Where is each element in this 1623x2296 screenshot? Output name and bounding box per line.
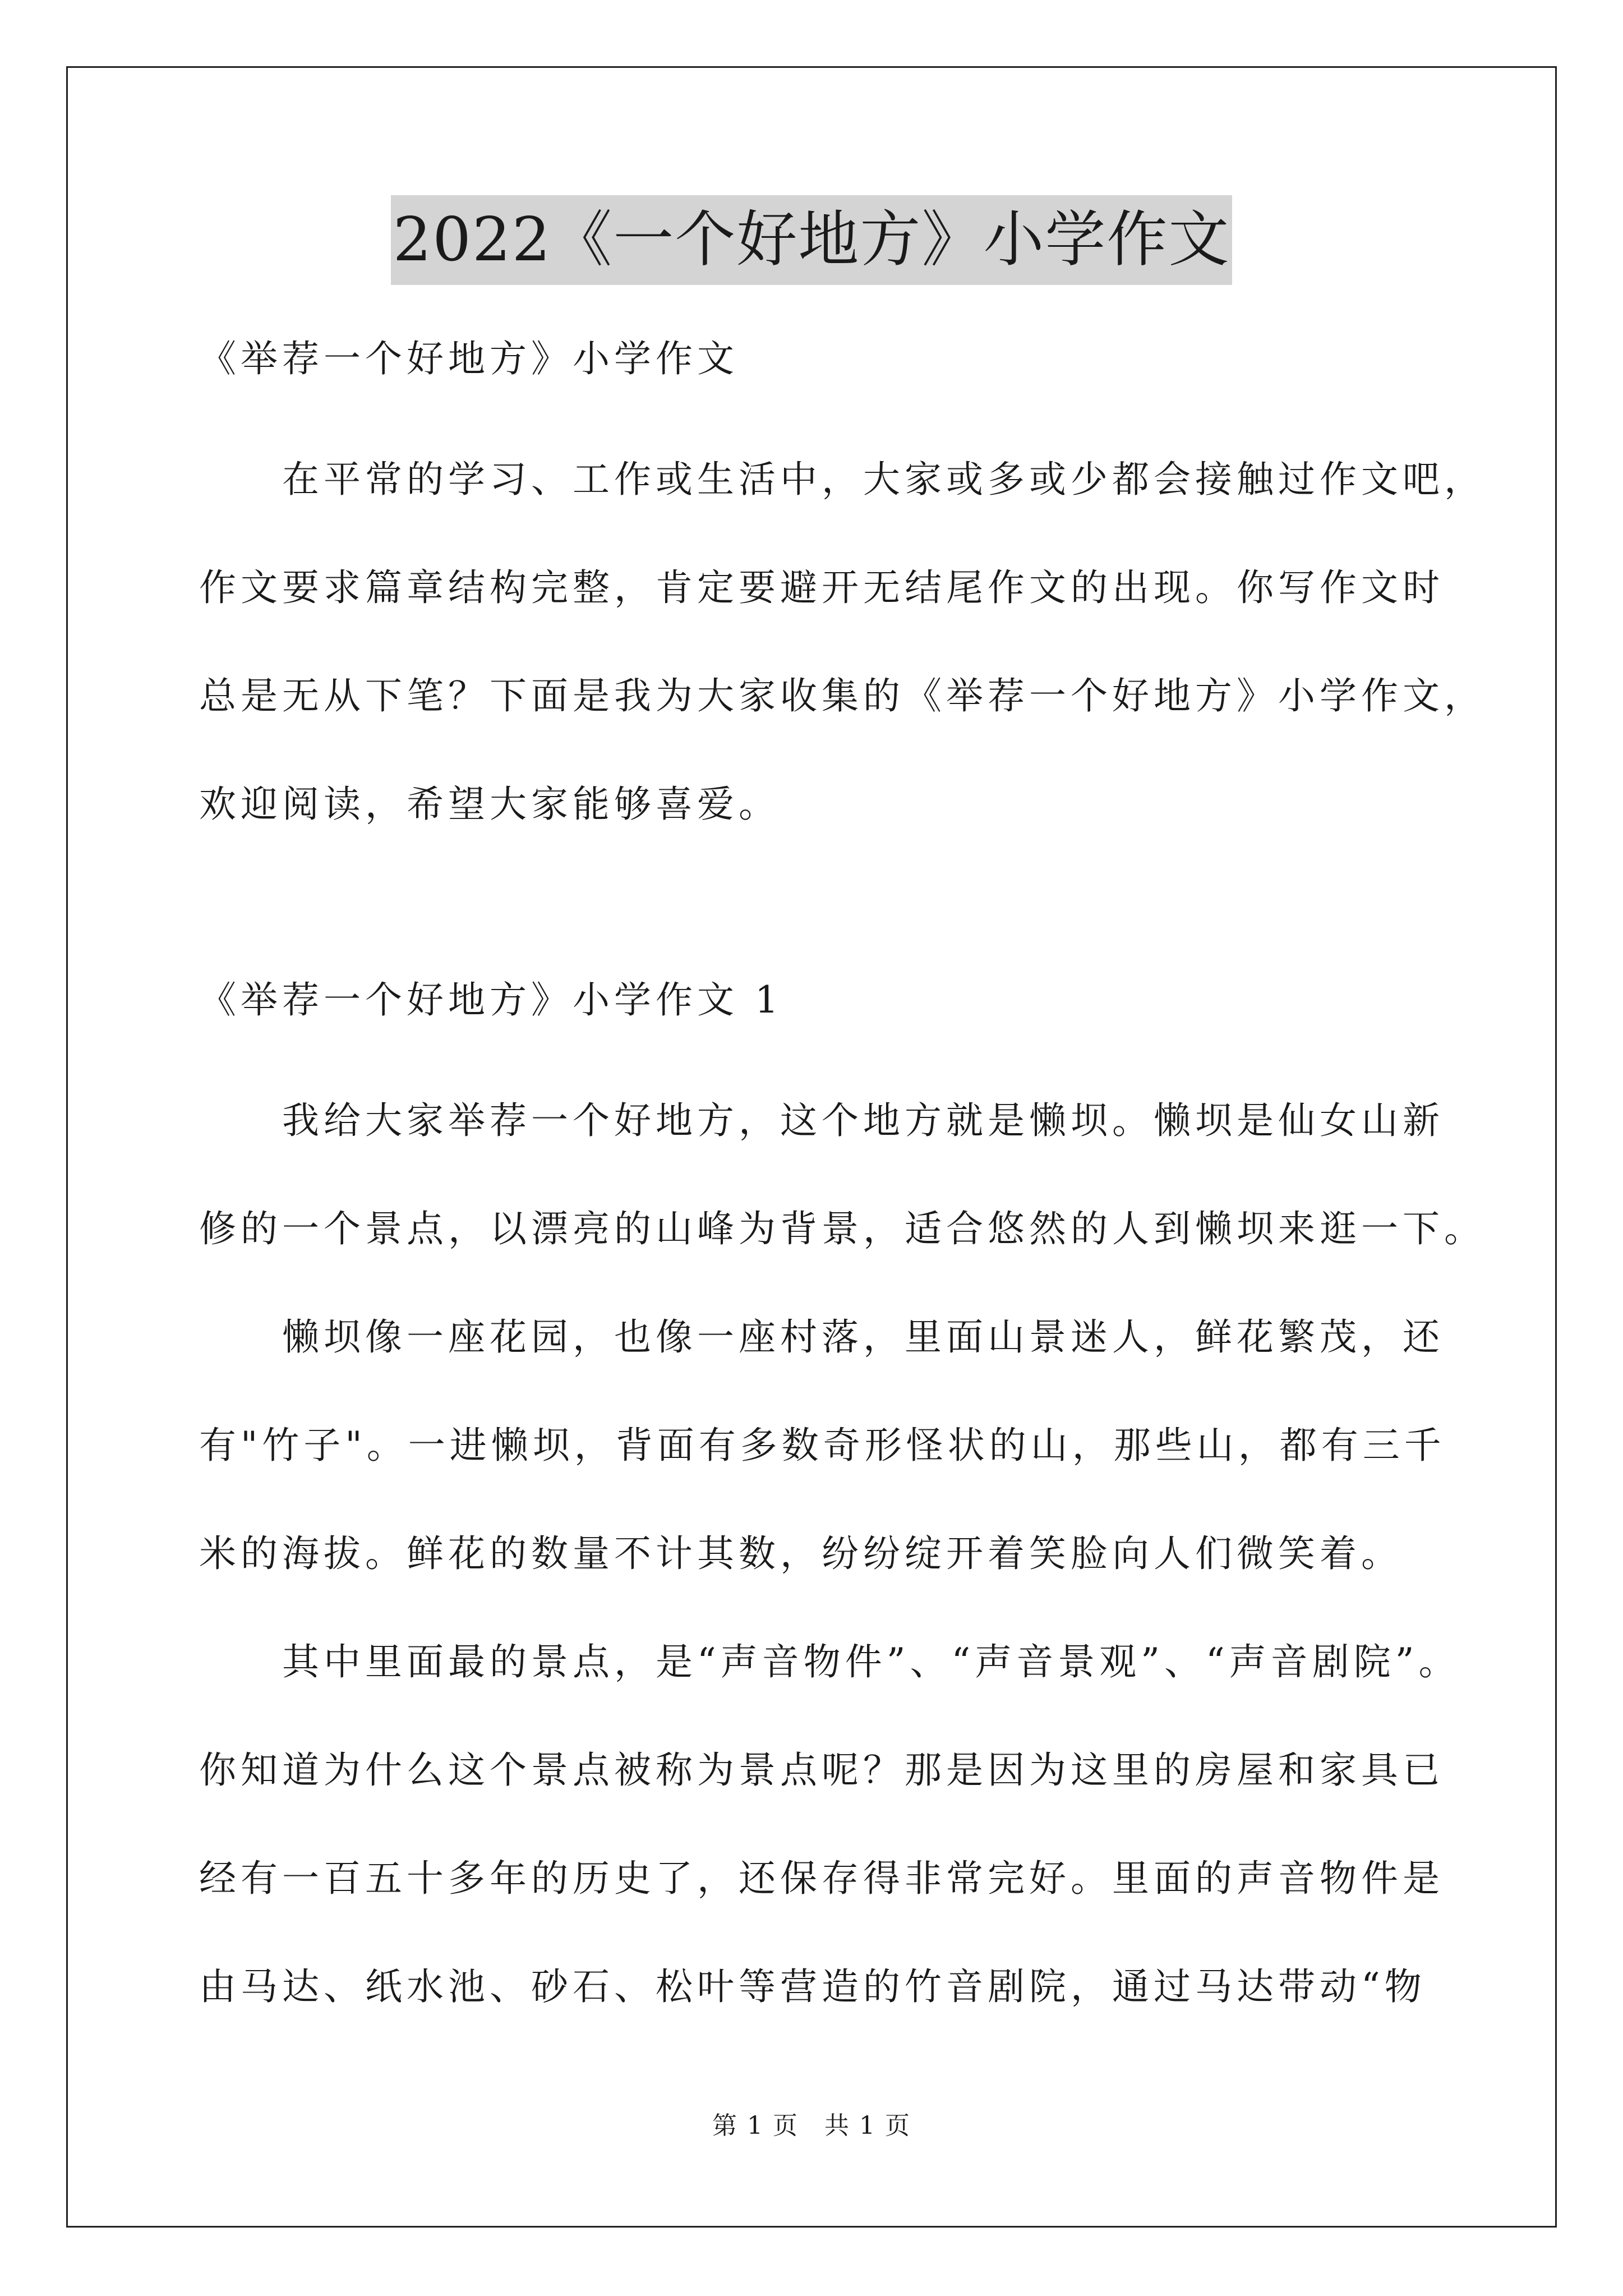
paragraph-line: 由马达、纸水池、砂石、松叶等营造的竹音剧院，通过马达带动“物 <box>199 1965 1426 2008</box>
paragraph-line: 有"竹子"。一进懒坝，背面有多数奇形怪状的山，那些山，都有三千 <box>199 1424 1446 1467</box>
paragraph-line: 经有一百五十多年的历史了，还保存得非常完好。里面的声音物件是 <box>199 1857 1444 1900</box>
title-container <box>0 195 1623 285</box>
section-heading: 《举荐一个好地方》小学作文 1 <box>199 978 783 1022</box>
paragraph-line: 米的海拔。鲜花的数量不计其数，纷纷绽开着笑脸向人们微笑着。 <box>199 1532 1403 1575</box>
paragraph-line: 懒坝像一座花园，也像一座村落，里面山景迷人，鲜花繁茂，还 <box>199 1315 1444 1359</box>
document-title: 2022《一个好地方》小学作文 <box>391 195 1233 285</box>
subtitle: 《举荐一个好地方》小学作文 <box>199 337 739 380</box>
paragraph-line: 你知道为什么这个景点被称为景点呢？那是因为这里的房屋和家具已 <box>199 1749 1444 1792</box>
paragraph-line: 其中里面最的景点，是“声音物件”、“声音景观”、“声音剧院”。 <box>199 1640 1460 1683</box>
paragraph-line: 我给大家举荐一个好地方，这个地方就是懒坝。懒坝是仙女山新 <box>199 1099 1444 1142</box>
page-footer: 第 1 页 共 1 页 <box>712 2111 911 2140</box>
paragraph-line: 总是无从下笔？下面是我为大家收集的《举荐一个好地方》小学作文， <box>199 674 1486 717</box>
paragraph-line: 欢迎阅读，希望大家能够喜爱。 <box>199 783 780 826</box>
paragraph-line: 修的一个景点，以漂亮的山峰为背景，适合悠然的人到懒坝来逛一下。 <box>199 1207 1486 1250</box>
paragraph-line: 作文要求篇章结构完整，肯定要避开无结尾作文的出现。你写作文时 <box>199 566 1444 609</box>
paragraph-line: 在平常的学习、工作或生活中，大家或多或少都会接触过作文吧， <box>199 458 1486 501</box>
